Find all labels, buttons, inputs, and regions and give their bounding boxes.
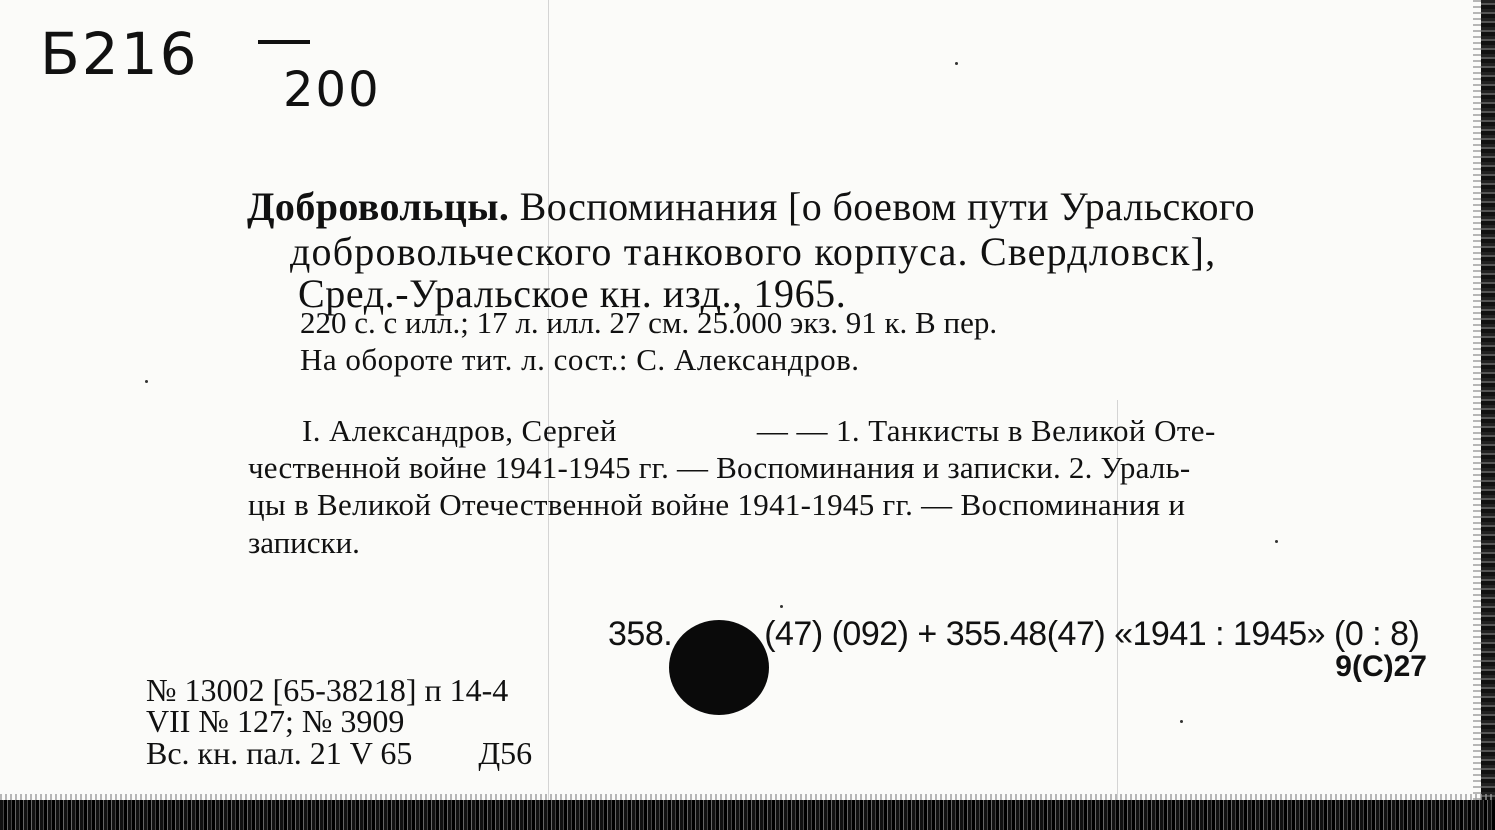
speck [145,380,148,383]
scan-edge-bottom [0,800,1495,830]
subject-line-1 [302,413,1216,449]
speck [1275,540,1278,543]
entry-line-1 [247,183,1255,230]
udc-start: 358. [608,615,673,653]
shelfmark-bottom: 200 [283,62,381,118]
ink-blot [669,620,769,715]
shelfmark-divider [258,40,310,44]
added-entry-author: I. Александров, Сергей [302,413,617,448]
subject-line-2: чественной войне 1941-1945 гг. — Воспоминания и записки. 2. Ураль- [248,450,1191,485]
subject-line-4: записки. [248,525,360,560]
entry-collation: 220 с. с илл.; 17 л. илл. 27 см. 25.000 экз. 91 к. В пер. [300,305,998,340]
bbk-index: 9(С)27 [1335,650,1427,683]
entry-title: Воспоминания [о боевом пути Уральского [509,184,1256,229]
shelfmark-top: Б216 [40,20,199,88]
subject-line-3: цы в Великой Отечественной войне 1941-1945 гг. — Воспоминания и [248,487,1186,522]
udc-end: (47) (092) + 355.48(47) «1941 : 1945» (0 : 8) [764,615,1420,653]
card-number: № 13002 [65-38218] п 14-4 [146,672,509,708]
scan-edge-right-shadow [1473,0,1481,800]
entry-note: На обороте тит. л. сост.: С. Александров. [300,342,860,377]
speck [780,605,783,608]
entry-imprint: Сред.-Уральское кн. изд., 1965. [298,271,847,316]
speck [955,62,958,65]
scan-edge-right [1481,0,1495,800]
chamber-line [146,735,532,772]
record-number: VII № 127; № 3909 [146,703,405,739]
entry-heading: Добровольцы. [247,184,510,229]
entry-line-2: добровольческого танкового корпуса. Свердловск], [290,229,1217,274]
fold-line [548,0,549,800]
speck [1180,720,1183,723]
book-chamber: Вс. кн. пал. 21 V 65 [146,735,413,771]
subject-heading-1: — — 1. Танкисты в Великой Оте- [756,413,1216,448]
author-mark: Д56 [478,735,533,771]
